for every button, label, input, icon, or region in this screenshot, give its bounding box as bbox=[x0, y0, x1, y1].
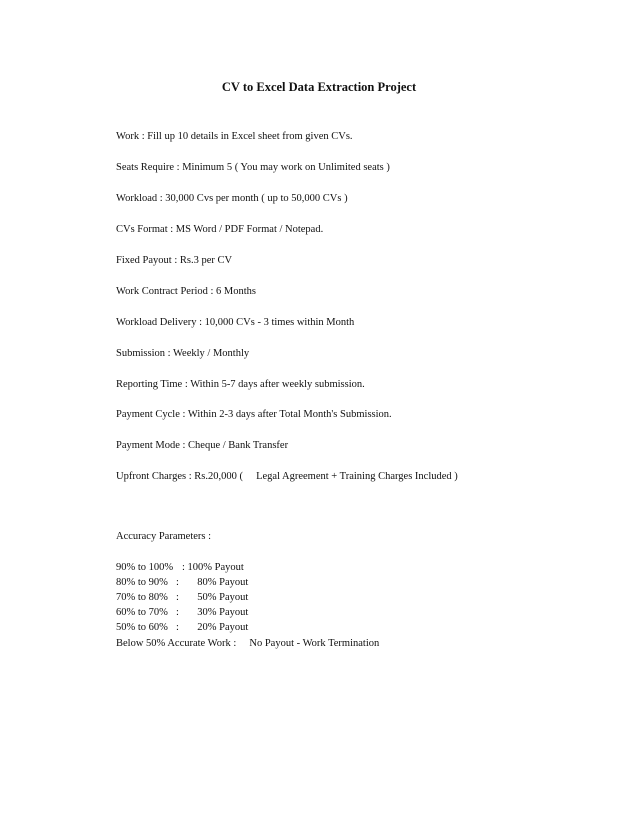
accuracy-row bbox=[116, 576, 316, 590]
accuracy-row bbox=[116, 621, 316, 635]
detail-upfront-charges: Upfront Charges : Rs.20,000 ( Legal Agreement + Training Charges Included ) bbox=[116, 471, 458, 482]
detail-reporting-time: Reporting Time : Within 5-7 days after weekly submission. bbox=[116, 379, 365, 390]
detail-workload: Workload : 30,000 Cvs per month ( up to 50,000 CVs ) bbox=[116, 193, 348, 204]
accuracy-heading: Accuracy Parameters : bbox=[116, 531, 212, 542]
accuracy-payout: : 80% Payout bbox=[176, 577, 249, 588]
detail-seats: Seats Require : Minimum 5 ( You may work on Unlimited seats ) bbox=[116, 162, 390, 173]
accuracy-range: 90% to 100% bbox=[116, 562, 174, 573]
detail-payment-mode: Payment Mode : Cheque / Bank Transfer bbox=[116, 440, 289, 451]
accuracy-row bbox=[116, 591, 316, 605]
accuracy-range: 50% to 60% bbox=[116, 622, 168, 633]
detail-contract-period: Work Contract Period : 6 Months bbox=[116, 286, 257, 297]
detail-work: Work : Fill up 10 details in Excel sheet from given CVs. bbox=[116, 131, 353, 142]
detail-cv-format: CVs Format : MS Word / PDF Format / Notepad. bbox=[116, 224, 324, 235]
accuracy-range: 70% to 80% bbox=[116, 592, 168, 603]
detail-submission: Submission : Weekly / Monthly bbox=[116, 348, 250, 359]
detail-payment-cycle: Payment Cycle : Within 2-3 days after Total Month's Submission. bbox=[116, 409, 392, 420]
detail-workload-delivery: Workload Delivery : 10,000 CVs - 3 times within Month bbox=[116, 317, 355, 328]
accuracy-range: 60% to 70% bbox=[116, 607, 168, 618]
accuracy-range: 80% to 90% bbox=[116, 577, 168, 588]
accuracy-payout: : 100% Payout bbox=[182, 562, 244, 573]
below-threshold-line: Below 50% Accurate Work : No Payout - Work Termination bbox=[116, 638, 380, 649]
detail-fixed-payout: Fixed Payout : Rs.3 per CV bbox=[116, 255, 233, 266]
accuracy-row bbox=[116, 561, 316, 575]
accuracy-payout: : 20% Payout bbox=[176, 622, 249, 633]
accuracy-payout: : 50% Payout bbox=[176, 592, 249, 603]
accuracy-row bbox=[116, 606, 316, 620]
document-title: CV to Excel Data Extraction Project bbox=[221, 80, 417, 94]
accuracy-payout: : 30% Payout bbox=[176, 607, 249, 618]
